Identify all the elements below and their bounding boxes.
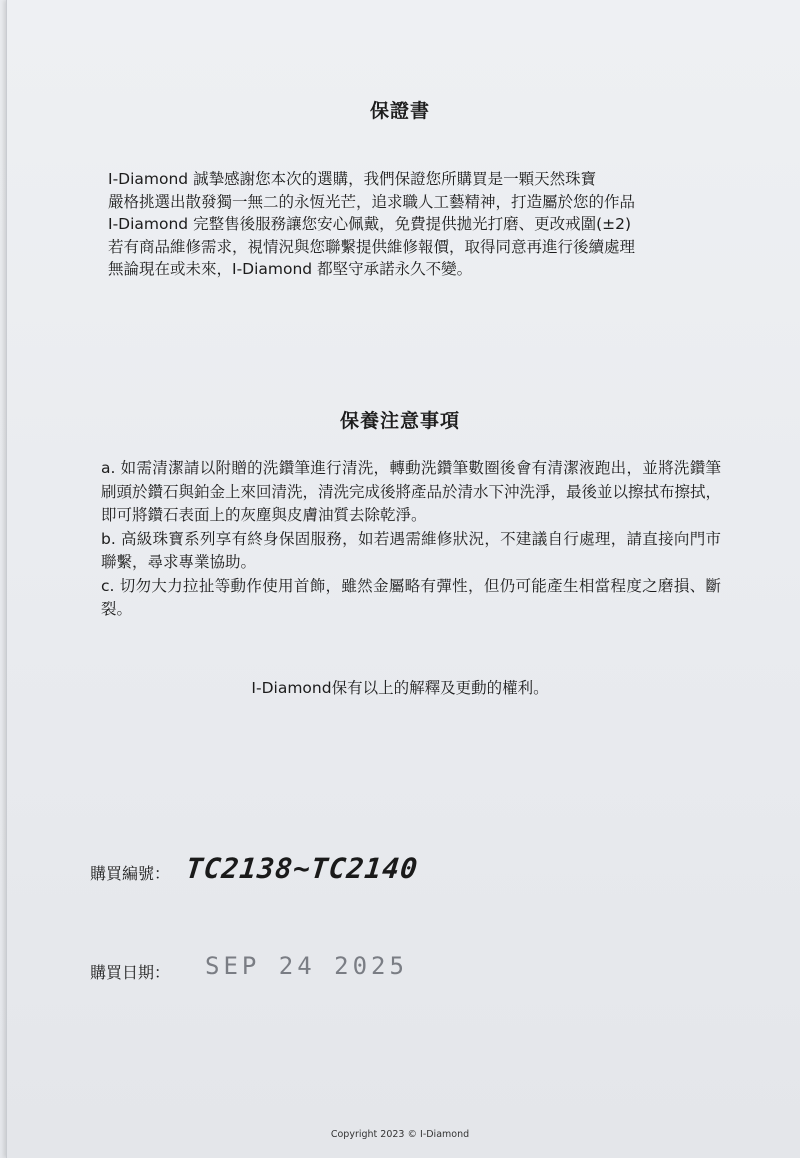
intro-line: 無論現在或未來，I-Diamond 都堅守承諾永久不變。 (108, 260, 473, 278)
care-item-c: c. 切勿大力拉扯等動作使用首飾，雖然金屬略有彈性，但仍可能產生相當程度之磨損、斷裂。 (101, 576, 721, 618)
rights-notice: I-Diamond保有以上的解釋及更動的權利。 (251, 679, 549, 697)
warranty-title: 保證書 (369, 100, 430, 122)
care-title: 保養注意事項 (339, 410, 460, 432)
intro-line: 若有商品維修需求，視情況與您聯繫提供維修報價，取得同意再進行後續處理 (108, 237, 636, 256)
intro-line: 嚴格挑選出散發獨一無二的永恆光芒，追求職人工藝精神，打造屬於您的作品 (108, 192, 636, 211)
purchase-date-stamp: SEP 24 2025 (205, 952, 408, 980)
intro-line: I-Diamond 完整售後服務讓您安心佩戴，免費提供拋光打磨、更改戒圍(±2) (108, 215, 632, 233)
purchase-number-value: TC2138~TC2140 (184, 852, 420, 885)
intro-line: I-Diamond 誠摯感謝您本次的選購，我們保證您所購買是一顆天然珠寶 (108, 170, 597, 188)
purchase-date-label: 購買日期： (90, 963, 171, 982)
warranty-intro (108, 168, 748, 281)
copyright-footer: Copyright 2023 © I-Diamond (330, 1129, 470, 1140)
purchase-number-label: 購買編號： (90, 864, 171, 883)
care-instructions (101, 457, 721, 622)
care-item-b: b. 高級珠寶系列享有終身保固服務，如若遇需維修狀況，不建議自行處理，請直接向門市聯繫，尋求專業協助。 (101, 529, 721, 571)
care-item-a: a. 如需清潔請以附贈的洗鑽筆進行清洗，轉動洗鑽筆數圈後會有清潔液跑出，並將洗鑽筆刷頭於鑽石與鉑金上來回清洗，清洗完成後將產品於清水下沖洗淨，最後並以擦拭布擦拭，即可將鑽石表面上的灰塵與皮膚油質去除乾淨。 (101, 459, 722, 524)
